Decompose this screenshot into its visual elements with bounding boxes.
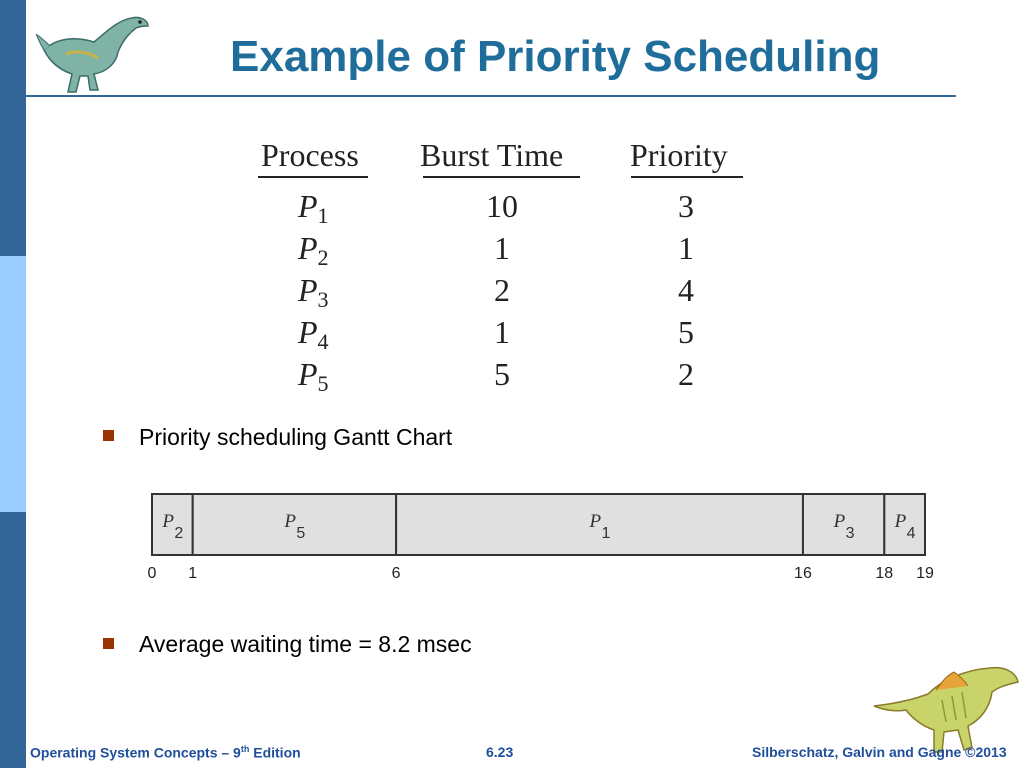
priority-cell: 4 <box>678 272 694 308</box>
burst-time-cell: 10 <box>486 188 518 224</box>
priority-cell: 5 <box>678 314 694 350</box>
table-header-priority: Priority <box>630 137 728 173</box>
priority-cell: 3 <box>678 188 694 224</box>
burst-time-cell: 1 <box>494 314 510 350</box>
gantt-segment-label: P <box>894 511 907 532</box>
gantt-tick-label: 16 <box>794 565 812 582</box>
gantt-tick-label: 6 <box>391 565 401 582</box>
gantt-segment-label: P <box>162 511 174 532</box>
gantt-segment-label: P <box>589 511 602 532</box>
table-header-process: Process <box>261 137 359 173</box>
gantt-tick-label: 19 <box>916 565 934 582</box>
dinosaur-illustration-icon <box>872 660 1020 756</box>
process-name: $P_5$ <box>298 356 329 396</box>
priority-cell: 2 <box>678 356 694 392</box>
gantt-segment-subscript: 2 <box>174 525 184 542</box>
bullet-average-waiting: Average waiting time = 8.2 msec <box>139 631 472 657</box>
footer-page-number: 6.23 <box>486 744 514 760</box>
gantt-segment-label: P <box>833 511 846 532</box>
process-name: $P_4$ <box>298 314 329 354</box>
table-header-burst-time: Burst Time <box>420 137 564 173</box>
process-name: $P_2$ <box>298 230 329 270</box>
burst-time-cell: 1 <box>494 230 510 266</box>
process-name: $P_1$ <box>298 188 329 228</box>
priority-cell: 1 <box>678 230 694 266</box>
footer-book-title: Operating System Concepts – 9th Edition <box>30 744 301 761</box>
gantt-segment-subscript: 5 <box>296 525 306 542</box>
gantt-tick-label: 0 <box>147 565 157 582</box>
process-name: $P_3$ <box>298 272 329 312</box>
gantt-segment-subscript: 4 <box>906 525 916 542</box>
gantt-segment-subscript: 1 <box>601 525 611 542</box>
burst-time-cell: 2 <box>494 272 510 308</box>
bullet-gantt-label: Priority scheduling Gantt Chart <box>139 424 453 450</box>
gantt-segment-label: P <box>284 511 297 532</box>
gantt-segment-subscript: 3 <box>845 525 855 542</box>
footer-authors: Silberschatz, Galvin and Gagne ©2013 <box>752 744 1007 760</box>
burst-time-cell: 5 <box>494 356 510 392</box>
gantt-tick-label: 1 <box>188 565 198 582</box>
gantt-tick-label: 18 <box>875 565 894 582</box>
slide-title: Example of Priority Scheduling <box>230 32 881 81</box>
